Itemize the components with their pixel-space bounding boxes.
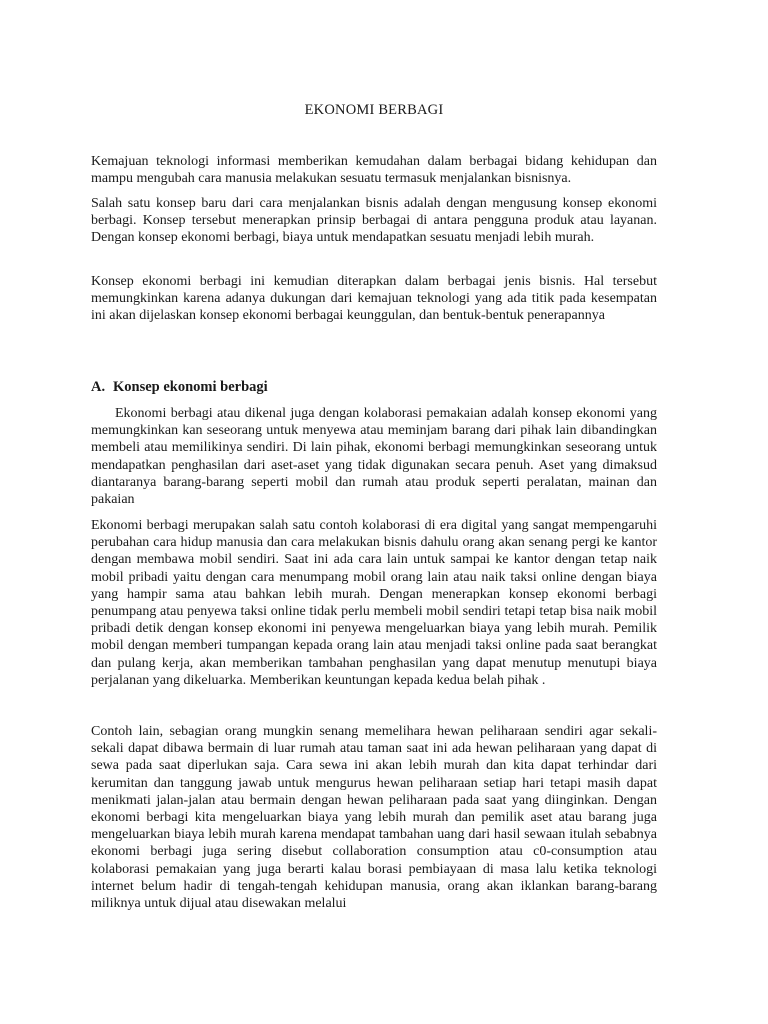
section-a-heading bbox=[91, 378, 657, 396]
section-a-title: Konsep ekonomi berbagi bbox=[113, 379, 268, 395]
intro-paragraph-3: Konsep ekonomi berbagi ini kemudian diterapkan dalam berbagai jenis bisnis. Hal tersebut memungkinkan karena adanya dukungan dari kemajuan teknologi yang ada titik pada kesempatan ini akan dijelaskan konsep ekonomi berbagai keunggulan, dan bentuk-bentuk penerapannya bbox=[91, 274, 657, 324]
section-a-paragraph-3: Contoh lain, sebagian orang mungkin senang memelihara hewan peliharaan sendiri agar sekali-sekali dapat dibawa bermain di luar rumah atau taman saat ini ada hewan peliharaan yang dapat di sewa pada saat diperlukan saja. Cara sewa ini akan lebih murah dan kita dapat terhindar dari kerumitan dan tanggung jawab untuk mengurus hewan peliharaan setiap hari tetapi masih dapat menikmati jalan-jalan atau bermain dengan hewan peliharaan pada saat yang diinginkan. Dengan ekonomi berbagi kita mengeluarkan biaya yang lebih murah dan pemilik aset atau barang juga mengeluarkan biaya lebih murah karena mendapat tambahan uang dari hasil sewaan itulah sebabnya ekonomi berbagi juga sering disebut collaboration consumption atau c0-consumption atau kolaborasi pemakaian yang juga berarti kalau borasi pembiayaan di masa lalu ketika teknologi internet belum hadir di tengah-tengah kehidupan manusia, orang akan iklankan barang-barang miliknya untuk dijual atau disewakan melalui bbox=[91, 724, 657, 912]
section-a-paragraph-2: Ekonomi berbagi merupakan salah satu contoh kolaborasi di era digital yang sangat mempengaruhi perubahan cara hidup manusia dan cara melakukan bisnis dahulu orang akan senang pergi ke kantor dengan membawa mobil sendiri. Saat ini ada cara lain untuk sampai ke kantor dengan tetap naik mobil pribadi yaitu dengan cara menumpang mobil orang lain atau naik taksi online dengan biaya yang hampir sama atau bahkan lebih murah. Dengan menerapkan konsep ekonomi berbagi penumpang atau penyewa taksi online tidak perlu membeli mobil sendiri tetapi tetap bisa naik mobil pribadi detik dengan konsep ekonomi ini penyewa mengeluarkan biaya yang lebih murah. Pemilik mobil dengan memberi tumpangan kepada orang lain atau menjadi taksi online pada saat berangkat dan pulang kerja, akan memberikan tambahan penghasilan yang dapat menutup menutupi biaya perjalanan yang dikeluarka. Memberikan keuntungan kepada kedua belah pihak . bbox=[91, 518, 657, 688]
section-a-paragraph-1: Ekonomi berbagi atau dikenal juga dengan kolaborasi pemakaian adalah konsep ekonomi yang memungkinkan kan seseorang untuk menyewa atau meminjam barang dari pihak lain dibandingkan membeli atau memilikinya sendiri. Di lain pihak, ekonomi berbagi memungkinkan seseorang untuk mendapatkan penghasilan dari aset-aset yang tidak digunakan secara penuh. Aset yang dimaksud diantaranya barang-barang seperti mobil dan rumah atau produk seperti peralatan, mainan dan pakaian bbox=[91, 406, 657, 508]
section-a-number: A. bbox=[91, 379, 106, 395]
intro-paragraph-1: Kemajuan teknologi informasi memberikan kemudahan dalam berbagai bidang kehidupan dan mampu mengubah cara manusia melakukan sesuatu termasuk menjalankan bisnisnya. bbox=[91, 154, 657, 187]
document-title: EKONOMI BERBAGI bbox=[304, 102, 444, 118]
intro-paragraph-2: Salah satu konsep baru dari cara menjalankan bisnis adalah dengan mengusung konsep ekonomi berbagi. Konsep tersebut menerapkan prinsip berbagai di antara pengguna produk atau layanan. Dengan konsep ekonomi berbagi, biaya untuk mendapatkan sesuatu menjadi lebih murah. bbox=[91, 196, 657, 246]
